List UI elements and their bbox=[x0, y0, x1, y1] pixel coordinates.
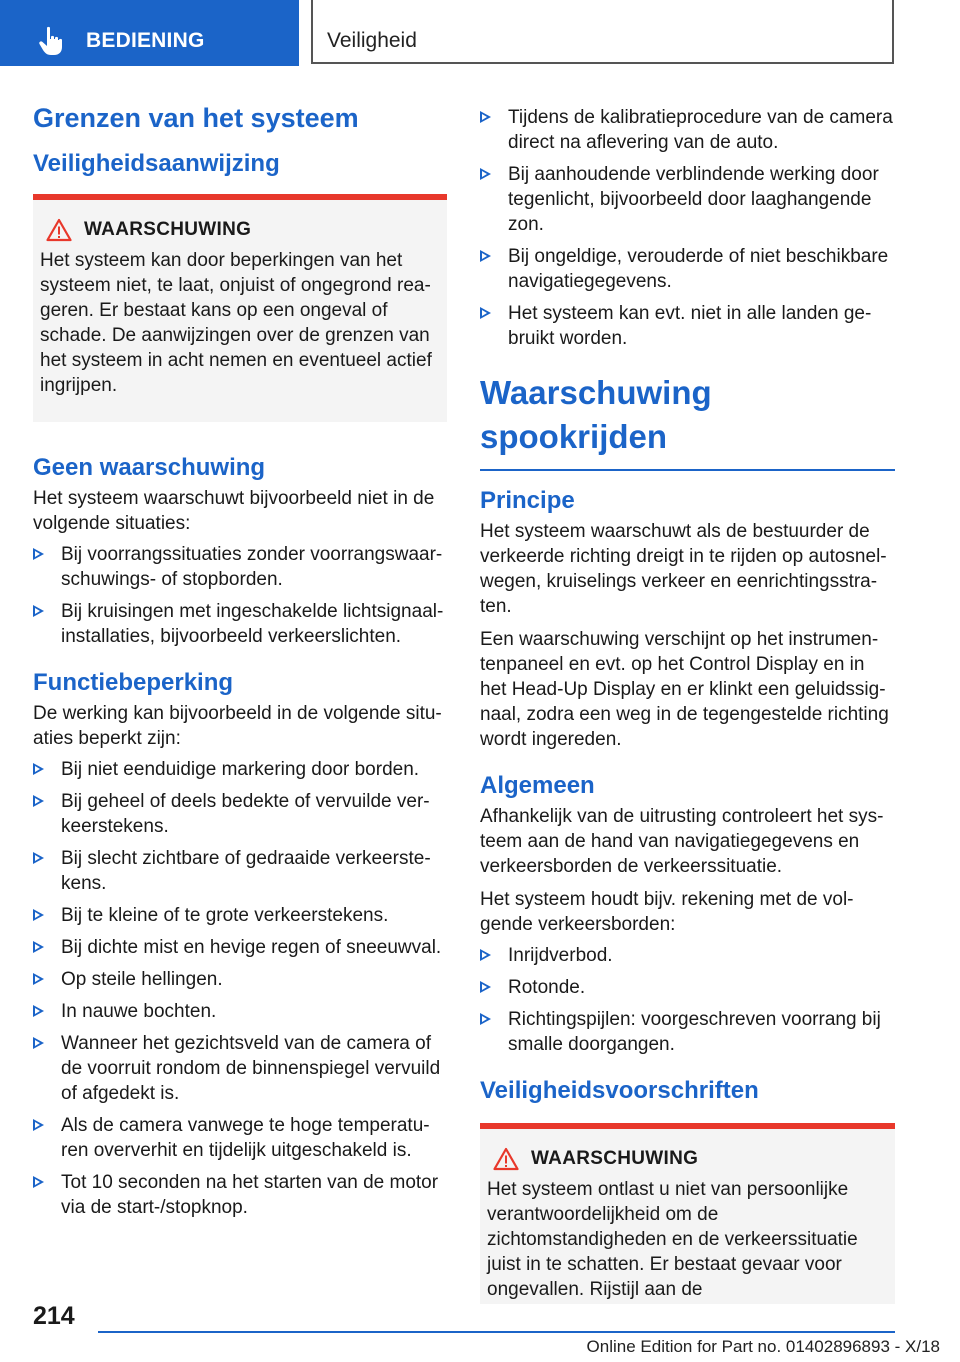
safety-rules-heading: Veiligheidsvoorschriften bbox=[480, 1077, 759, 1104]
right-column bbox=[480, 105, 895, 1304]
safety-heading: Veiligheidsaanwijzing bbox=[33, 150, 280, 177]
triangle-bullet-icon bbox=[480, 949, 491, 961]
edition-text: Online Edition for Part no. 01402896893 - X/18 bbox=[586, 1337, 940, 1356]
warning-text: Het systeem ontlast u niet van persoonlijke verantwoordelijkheid om de zichtomstandigheden en de verkeerssituatie juist in te schatten. Er bestaat gevaar voor ongevallen. Rijstijl aan de bbox=[487, 1179, 858, 1300]
left-column bbox=[33, 100, 447, 1230]
triangle-bullet-icon bbox=[33, 1176, 44, 1188]
warning-text: Het systeem kan door beperkingen van het systeem niet, te laat, onjuist of ongegrond reageren. Er bestaat kans op een ongeval of schade. De aanwijzingen over de grenzen van het systeem in acht nemen en eventueel actief ingrijpen. bbox=[40, 250, 432, 396]
principle-paragraph-2: Een waarschuwing verschijnt op het instrumentenpaneel en evt. op het Control Display en in het Head-Up Display en er klinkt een geluidssignaal, zodra een weg in de tegengestelde richting wordt ingereden. bbox=[480, 629, 889, 750]
triangle-bullet-icon bbox=[33, 941, 44, 953]
list-item: Bij ongeldige, verouderde of niet beschikbare navigatiegegevens. bbox=[480, 244, 895, 294]
triangle-bullet-icon bbox=[480, 111, 491, 123]
warning-title: WAARSCHUWING bbox=[84, 219, 252, 240]
list-item: Rotonde. bbox=[480, 975, 895, 1000]
footer-divider bbox=[98, 1331, 895, 1333]
triangle-bullet-icon bbox=[480, 981, 491, 993]
list-item: Richtingspijlen: voorgeschreven voorrang bij smalle doorgangen. bbox=[480, 1007, 895, 1057]
list-item: Het systeem kan evt. niet in alle landen gebruikt worden. bbox=[480, 301, 895, 351]
list-item: Bij te kleine of te grote verkeerstekens. bbox=[33, 903, 447, 928]
limitation-intro: De werking kan bijvoorbeeld in de volgende situaties beperkt zijn: bbox=[33, 703, 442, 749]
list-item: Bij dichte mist en hevige regen of sneeuwval. bbox=[33, 935, 447, 960]
principle-heading: Principe bbox=[480, 487, 575, 514]
list-item: Bij aanhoudende verblindende werking door tegenlicht, bijvoorbeeld door laaghangende zon. bbox=[480, 162, 895, 237]
triangle-bullet-icon bbox=[33, 548, 44, 560]
triangle-bullet-icon bbox=[33, 973, 44, 985]
triangle-bullet-icon bbox=[33, 1037, 44, 1049]
page-number: 214 bbox=[33, 1302, 75, 1330]
list-item: Wanneer het gezichtsveld van de camera of de voorruit rondom de binnenspiegel vervuild of afgedekt is. bbox=[33, 1031, 447, 1106]
triangle-bullet-icon bbox=[480, 168, 491, 180]
list-item: Op steile hellingen. bbox=[33, 967, 447, 992]
no-warning-heading: Geen waarschuwing bbox=[33, 454, 266, 481]
triangle-bullet-icon bbox=[33, 1119, 44, 1131]
chapter-header bbox=[311, 0, 894, 64]
no-warning-list bbox=[33, 542, 447, 649]
list-item: Bij slecht zichtbare of gedraaide verkeerstekens. bbox=[33, 846, 447, 896]
traffic-sign-list bbox=[480, 943, 895, 1057]
list-item: Bij geheel of deels bedekte of vervuilde verkeerstekens. bbox=[33, 789, 447, 839]
continued-limitation-list bbox=[480, 105, 895, 351]
limitation-list bbox=[33, 757, 447, 1220]
limitation-heading: Functiebeperking bbox=[33, 669, 234, 696]
general-heading: Algemeen bbox=[480, 772, 595, 799]
principle-paragraph-1: Het systeem waarschuwt als de bestuurder de verkeerde richting dreigt in te rijden op autosnelwegen, kruiselings verkeer en eenrichtingsstraten. bbox=[480, 521, 887, 617]
hand-pointer-icon bbox=[38, 26, 66, 56]
general-paragraph-2: Het systeem houdt bijv. rekening met de volgende verkeersborden: bbox=[480, 889, 854, 935]
triangle-bullet-icon bbox=[33, 795, 44, 807]
warning-triangle-icon bbox=[493, 1147, 519, 1171]
warning-triangle-icon bbox=[46, 218, 72, 242]
list-item: Als de camera vanwege te hoge temperaturen oververhit en tijdelijk uitgeschakeld is. bbox=[33, 1113, 447, 1163]
triangle-bullet-icon bbox=[33, 605, 44, 617]
triangle-bullet-icon bbox=[33, 763, 44, 775]
section-tab[interactable] bbox=[0, 0, 299, 66]
triangle-bullet-icon bbox=[33, 852, 44, 864]
triangle-bullet-icon bbox=[480, 1013, 491, 1025]
triangle-bullet-icon bbox=[33, 1005, 44, 1017]
list-item: Tijdens de kalibratieprocedure van de camera direct na aflevering van de auto. bbox=[480, 105, 895, 155]
list-item: Bij kruisingen met ingeschakelde lichtsignaalinstallaties, bijvoorbeeld verkeerslichten. bbox=[33, 599, 447, 649]
warning-box bbox=[480, 1123, 895, 1304]
warning-title: WAARSCHUWING bbox=[531, 1148, 699, 1169]
general-paragraph-1: Afhankelijk van de uitrusting controleert het systeem aan de hand van navigatiegegevens en verkeersborden de verkeerssituatie. bbox=[480, 806, 884, 877]
list-item: Bij niet eenduidige markering door borden. bbox=[33, 757, 447, 782]
warning-box bbox=[33, 194, 447, 422]
triangle-bullet-icon bbox=[33, 909, 44, 921]
list-item: In nauwe bochten. bbox=[33, 999, 447, 1024]
wrong-way-title: Waarschuwing spookrijden bbox=[480, 371, 895, 471]
list-item: Tot 10 seconden na het starten van de motor via de start-/stopknop. bbox=[33, 1170, 447, 1220]
list-item: Bij voorrangssituaties zonder voorrangswaarschuwings- of stopborden. bbox=[33, 542, 447, 592]
section-tab-label: BEDIENING bbox=[86, 29, 205, 52]
chapter-title: Veiligheid bbox=[327, 29, 417, 52]
section-title: Grenzen van het systeem bbox=[33, 103, 359, 133]
triangle-bullet-icon bbox=[480, 250, 491, 262]
no-warning-intro: Het systeem waarschuwt bijvoorbeeld niet in de volgende situaties: bbox=[33, 488, 435, 534]
triangle-bullet-icon bbox=[480, 307, 491, 319]
list-item: Inrijdverbod. bbox=[480, 943, 895, 968]
